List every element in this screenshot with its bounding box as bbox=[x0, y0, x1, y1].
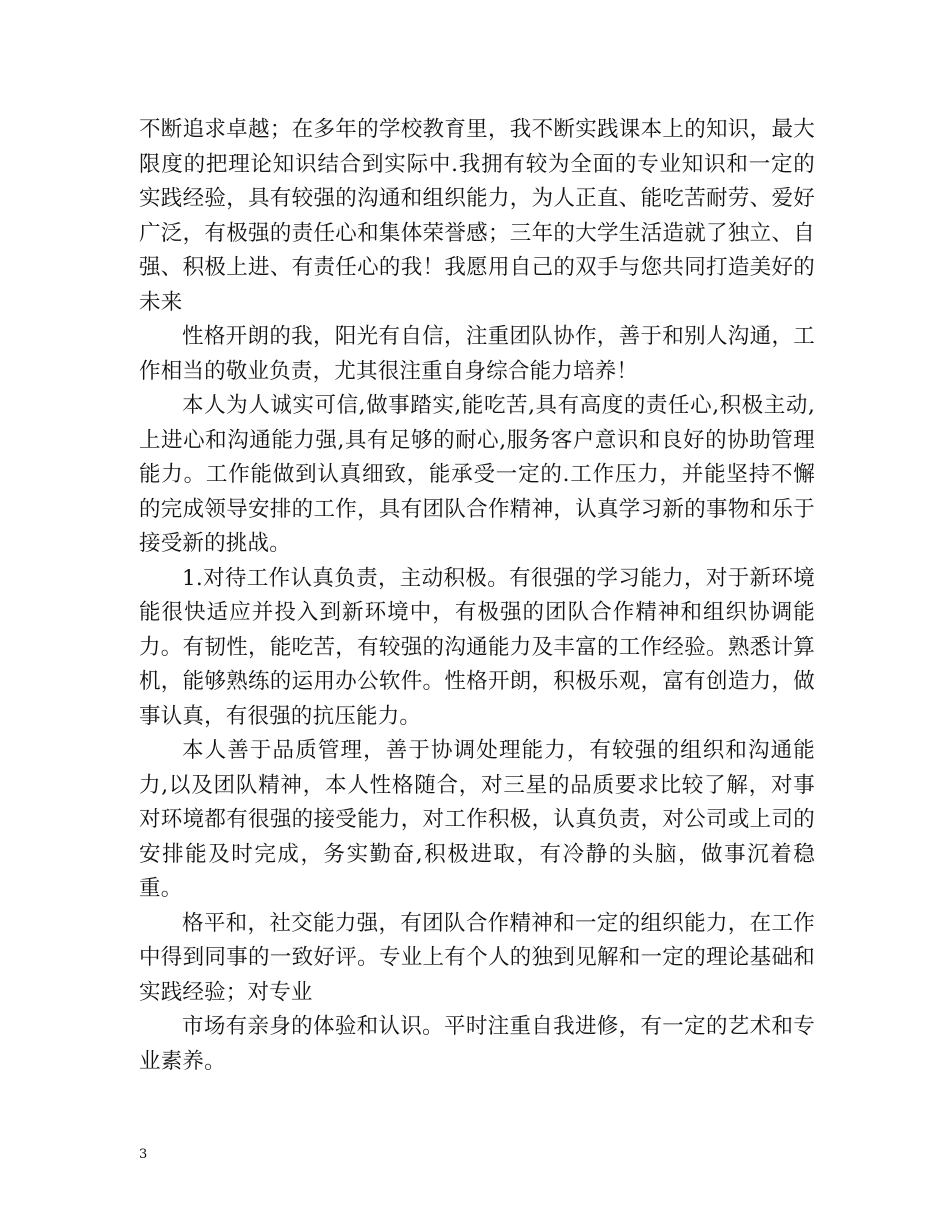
page-number: 3 bbox=[139, 1147, 148, 1162]
paragraph-numbered-point: 1.对待工作认真负责，主动积极。有很强的学习能力，对于新环境能很快适应并投入到新环境中，有极强的团队合作精神和组织协调能力。有韧性，能吃苦，有较强的沟通能力及丰富的工作经验。熟悉计算机，能够熟练的运用办公软件。性格开朗，积极乐观，富有创造力，做事认真，有很强的抗压能力。 bbox=[139, 565, 815, 729]
paragraph-quality-management: 本人善于品质管理，善于协调处理能力，有较强的组织和沟通能力,以及团队精神，本人性格随合，对三星的品质要求比较了解，对事对环境都有很强的接受能力，对工作积极，认真负责，对公司或上司的安排能及时完成，务实勤奋,积极进取，有冷静的头脑，做事沉着稳重。 bbox=[139, 738, 815, 901]
paragraph-continuation: 不断追求卓越；在多年的学校教育里，我不断实践课本上的知识，最大限度的把理论知识结合到实际中.我拥有较为全面的专业知识和一定的实践经验，具有较强的沟通和组织能力，为人正直、能吃苦耐劳、爱好广泛，有极强的责任心和集体荣誉感；三年的大学生活造就了独立、自强、积极上进、有责任心的我！我愿用自己的双手与您共同打造美好的未来 bbox=[139, 117, 815, 315]
paragraph-market-experience: 市场有亲身的体验和认识。平时注重自我进修，有一定的艺术和专业素养。 bbox=[139, 1014, 815, 1074]
document-body bbox=[139, 113, 815, 1079]
paragraph-social-ability: 格平和，社交能力强，有团队合作精神和一定的组织能力，在工作中得到同事的一致好评。专业上有个人的独到见解和一定的理论基础和实践经验；对专业 bbox=[139, 910, 815, 1005]
paragraph-personality: 性格开朗的我，阳光有自信，注重团队协作，善于和别人沟通，工作相当的敬业负责，尤其很注重自身综合能力培养！ bbox=[139, 324, 815, 384]
paragraph-honesty: 本人为人诚实可信,做事踏实,能吃苦,具有高度的责任心,积极主动,上进心和沟通能力强,具有足够的耐心,服务客户意识和良好的协助管理能力。工作能做到认真细致，能承受一定的.工作压力，并能坚持不懈的完成领导安排的工作，具有团队合作精神，认真学习新的事物和乐于接受新的挑战。 bbox=[139, 393, 815, 556]
